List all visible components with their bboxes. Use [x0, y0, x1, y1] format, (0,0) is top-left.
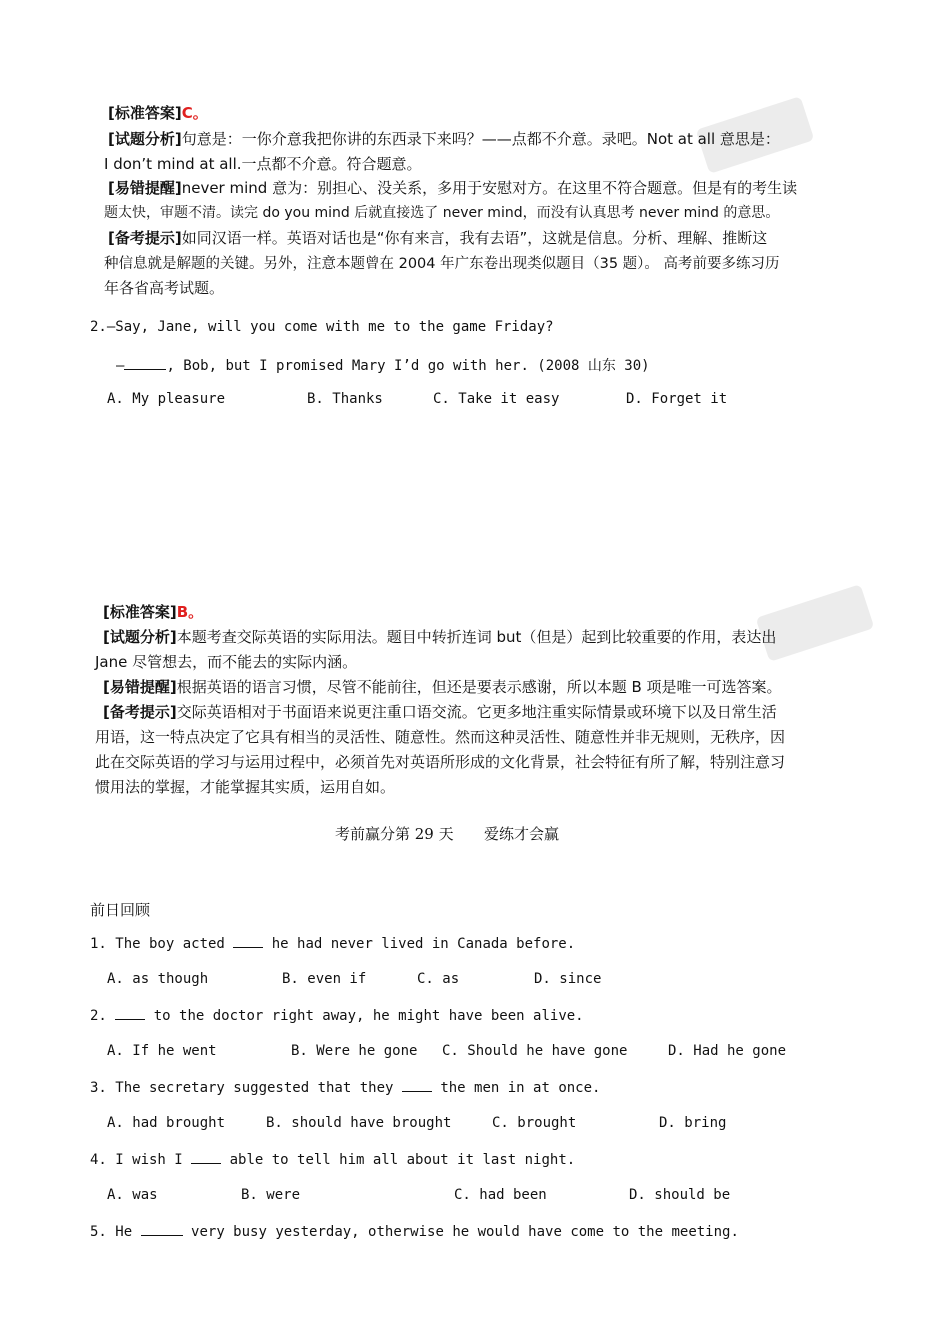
day-heading-right: 爱练才会赢: [484, 825, 560, 843]
review-q4-option-c: C. had been: [454, 1187, 547, 1203]
q-text: to the doctor right away, he might have been alive.: [153, 1008, 584, 1024]
watermark: [756, 584, 875, 662]
dash: —: [116, 358, 125, 374]
sec1-prep-line2: 种信息就是解题的关键。另外，注意本题曾在 2004 年广东卷出现类似题目（35 题）。 高考前要多练习历: [104, 256, 780, 272]
review-q1-option-c: C. as: [417, 971, 460, 987]
q2-option-a: A. My pleasure: [107, 391, 226, 407]
q-text: 3. The secretary suggested that they: [90, 1080, 394, 1096]
prep-text: 交际英语相对于书面语来说更注重口语交流。它更多地注重实际情景或环境下以及日常生活: [176, 703, 777, 721]
answer-value: B。: [176, 603, 204, 621]
review-q4-option-d: D. should be: [629, 1187, 731, 1203]
review-q2-option-b: B. Were he gone: [291, 1043, 418, 1059]
sec1-mistake-line1: [108, 177, 797, 198]
prep-text: 如同汉语一样。英语对话也是“你有来言，我有去语”，这就是信息。分析、理解、推断这: [181, 229, 768, 247]
answer-tag: [标准答案]: [103, 603, 177, 621]
answer-blank: [115, 1007, 145, 1020]
review-q4-option-b: B. were: [241, 1187, 301, 1203]
q-text: 4. I wish I: [90, 1152, 183, 1168]
sec2-analysis-line1: [103, 626, 776, 647]
review-q3-option-d: D. bring: [659, 1115, 727, 1131]
analysis-tag: [试题分析]: [103, 628, 177, 646]
sec2-mistake-line1: [103, 676, 782, 697]
review-q1-option-d: D. since: [534, 971, 602, 987]
q2-line2: [116, 355, 650, 375]
answer-tag: [标准答案]: [108, 104, 182, 122]
prep-tag: [备考提示]: [108, 229, 182, 247]
sec1-analysis-line2: I don’t mind at all.一点都不介意。符合题意。: [104, 155, 422, 173]
sec2-prep-line1: [103, 701, 777, 722]
review-q4: [90, 1151, 575, 1168]
review-q2: [90, 1007, 584, 1024]
q-text: very busy yesterday, otherwise he would have come to the meeting.: [191, 1224, 739, 1240]
sec2-prep-line3: 此在交际英语的学习与运用过程中，必须首先对英语所形成的文化背景，社会特征有所了解，特别注意习: [95, 753, 786, 771]
q-text: the men in at once.: [440, 1080, 601, 1096]
mistake-tag: [易错提醒]: [108, 179, 182, 197]
q-text: he had never lived in Canada before.: [271, 936, 576, 952]
mistake-text: never mind 意为：别担心、没关系，多用于安慰对方。在这里不符合题意。但是有的考生读: [181, 179, 798, 197]
sec2-prep-line2: 用语，这一特点决定了它具有相当的灵活性、随意性。然而这种灵活性、随意性并非无规则，无秩序，因: [95, 728, 786, 746]
sec2-answer-line: [103, 601, 203, 622]
q2-option-d: D. Forget it: [626, 391, 728, 407]
review-q3-option-b: B. should have brought: [266, 1115, 452, 1131]
answer-value: C。: [181, 104, 208, 122]
analysis-text: 句意是：一你介意我把你讲的东西录下来吗？——点都不介意。录吧。Not at all 意思是：: [181, 130, 780, 148]
sec1-answer-line: [108, 102, 208, 123]
answer-blank: [191, 1151, 221, 1164]
day-heading-left: 考前赢分第 29 天: [335, 825, 454, 843]
analysis-tag: [试题分析]: [108, 130, 182, 148]
q2-option-b: B. Thanks: [307, 391, 383, 407]
q-text: able to tell him all about it last night.: [229, 1152, 576, 1168]
review-q1: [90, 935, 575, 952]
q-text: 1. The boy acted: [90, 936, 225, 952]
sec2-analysis-line2: Jane 尽管想去，而不能去的实际内涵。: [95, 653, 358, 671]
review-q4-option-a: A. was: [107, 1187, 158, 1203]
review-q2-option-c: C. Should he have gone: [442, 1043, 628, 1059]
sec1-prep-line1: [108, 227, 767, 248]
review-q1-option-b: B. even if: [282, 971, 367, 987]
review-title: 前日回顾: [90, 901, 151, 919]
answer-blank: [402, 1079, 432, 1092]
mistake-text: 根据英语的语言习惯，尽管不能前往，但还是要表示感谢，所以本题 B 项是唯一可选答案。: [176, 678, 782, 696]
answer-blank: [141, 1223, 183, 1236]
sec2-prep-line4: 惯用法的掌握，才能掌握其实质，运用自如。: [95, 778, 396, 796]
review-q2-option-d: D. Had he gone: [668, 1043, 787, 1059]
analysis-text: 本题考查交际英语的实际用法。题目中转折连词 but（但是）起到比较重要的作用，表达出: [176, 628, 777, 646]
review-q5: [90, 1223, 739, 1240]
review-q3: [90, 1079, 600, 1096]
review-q3-option-a: A. had brought: [107, 1115, 226, 1131]
prep-tag: [备考提示]: [103, 703, 177, 721]
q-text: 2.: [90, 1008, 107, 1024]
answer-blank: [124, 357, 166, 370]
q2-option-c: C. Take it easy: [433, 391, 560, 407]
sec1-analysis-line1: [108, 128, 780, 149]
review-q1-option-a: A. as though: [107, 971, 209, 987]
q-text: 5. He: [90, 1224, 133, 1240]
q2-line2-text: , Bob, but I promised Mary I’d go with her. (2008 山东 30): [166, 358, 650, 374]
answer-blank: [233, 935, 263, 948]
mistake-tag: [易错提醒]: [103, 678, 177, 696]
sec1-prep-line3: 年各省高考试题。: [104, 279, 225, 297]
sec1-mistake-line2: 题太快，审题不清。读完 do you mind 后就直接选了 never mind，而没有认真思考 never mind 的意思。: [104, 205, 780, 221]
q2-line1: 2.—Say, Jane, will you come with me to the game Friday?: [90, 319, 554, 335]
review-q3-option-c: C. brought: [492, 1115, 577, 1131]
review-q2-option-a: A. If he went: [107, 1043, 217, 1059]
